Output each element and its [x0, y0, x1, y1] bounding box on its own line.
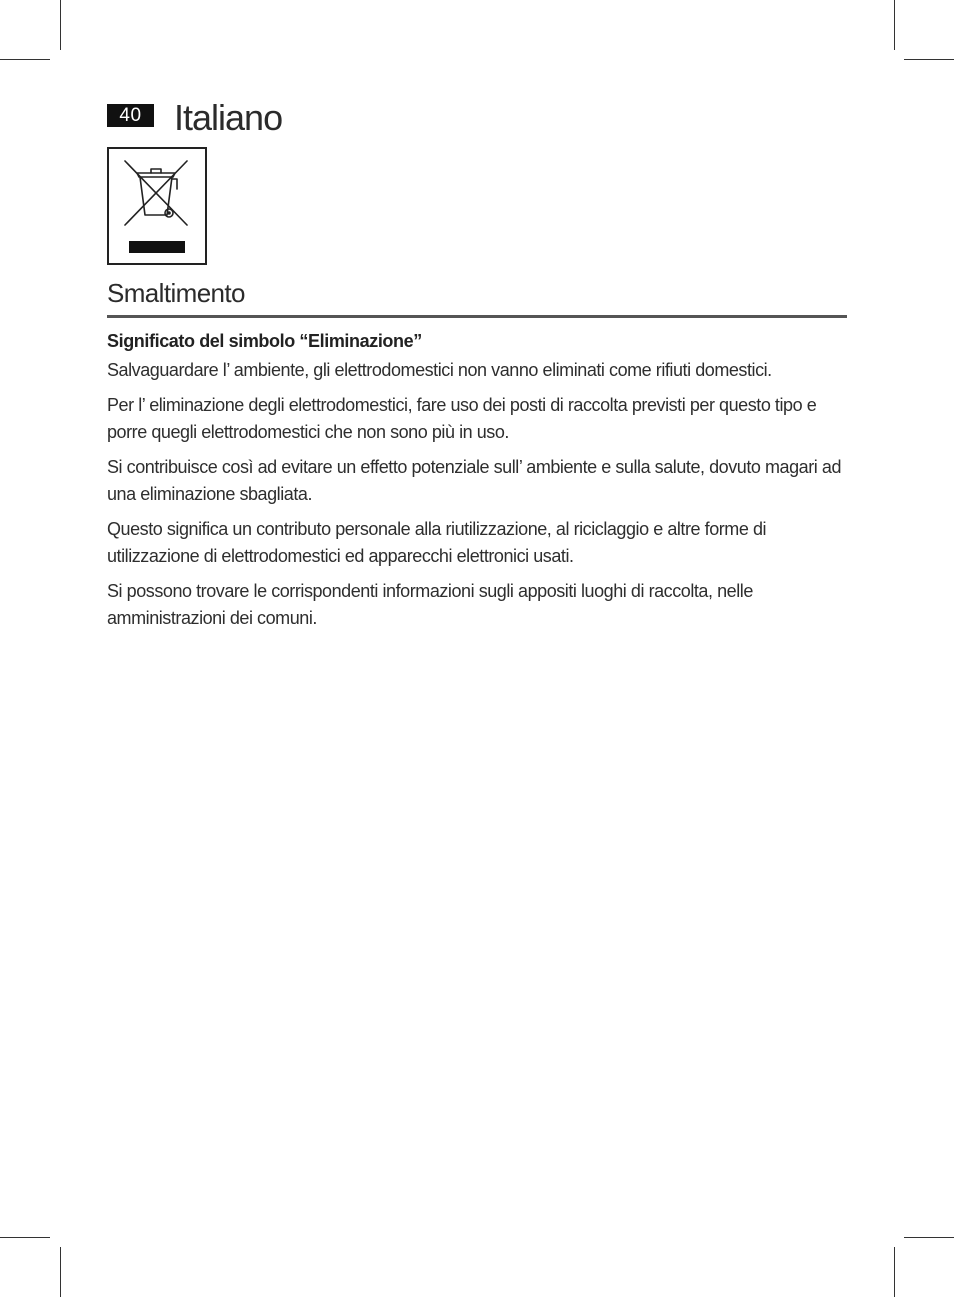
paragraph: Salvaguardare l’ ambiente, gli elettrodomestici non vanno eliminati come rifiuti domestici. [107, 360, 772, 380]
crop-mark [904, 1237, 954, 1238]
crop-mark [904, 59, 954, 60]
section-divider [107, 315, 847, 318]
paragraph: Per l’ eliminazione degli elettrodomestici, fare uso dei posti di raccolta previsti per questo tipo e porre quegli elettrodomestici che non sono più in uso. [107, 395, 817, 442]
crop-mark [0, 1237, 50, 1238]
section-title: Smaltimento [107, 278, 245, 308]
crossed-out-wheelie-bin-icon [109, 149, 205, 263]
paragraph: Si contribuisce così ad evitare un effetto potenziale sull’ ambiente e sulla salute, dovuto magari ad una eliminazione sbagliata. [107, 457, 842, 504]
crop-mark [60, 1247, 61, 1297]
crop-mark [60, 0, 61, 50]
crop-mark [0, 59, 50, 60]
crop-mark [894, 0, 895, 50]
paragraph: Questo significa un contributo personale alla riutilizzazione, al riciclaggio e altre forme di utilizzazione di elettrodomestici ed apparecchi elettronici usati. [107, 519, 767, 566]
language-title: Italiano [174, 97, 283, 138]
crop-mark [894, 1247, 895, 1297]
weee-symbol [107, 147, 207, 265]
page-number: 40 [107, 104, 154, 127]
section-content [107, 328, 847, 640]
paragraph: Si possono trovare le corrispondenti informazioni sugli appositi luoghi di raccolta, nelle amministrazioni dei comuni. [107, 581, 753, 628]
subheading: Significato del simbolo “Eliminazione” [107, 331, 422, 351]
